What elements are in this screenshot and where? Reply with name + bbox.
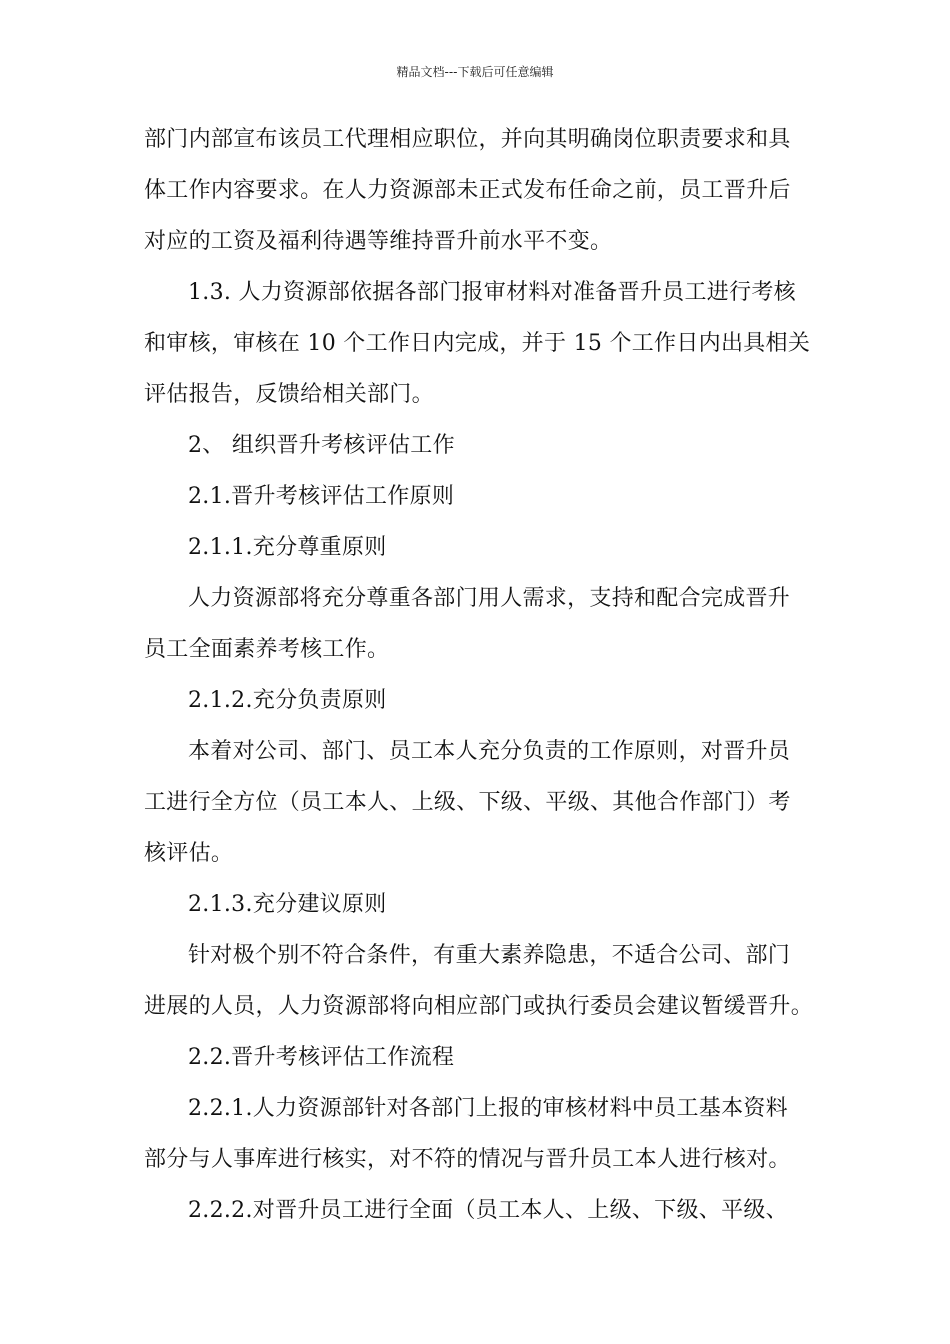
section-heading: 2、 组织晋升考核评估工作: [188, 433, 455, 458]
paragraph-line: 评估报告，反馈给相关部门。: [144, 382, 434, 407]
section-heading: 2.2.晋升考核评估工作流程: [188, 1045, 455, 1070]
paragraph-line: 2.2.2.对晋升员工进行全面（员工本人、上级、下级、平级、: [188, 1198, 788, 1223]
page-header: 精品文档---下载后可任意编辑: [396, 65, 554, 79]
paragraph-line: 对应的工资及福利待遇等维持晋升前水平不变。: [144, 229, 613, 254]
paragraph-line: 员工全面素养考核工作。: [144, 637, 390, 662]
section-heading: 2.1.1.充分尊重原则: [188, 535, 387, 560]
section-heading: 2.1.2.充分负责原则: [188, 688, 387, 713]
section-heading: 2.1.晋升考核评估工作原则: [188, 484, 455, 509]
paragraph-line: 核评估。: [144, 841, 234, 866]
paragraph-line: 和审核，审核在 10 个工作日内完成，并于 15 个工作日内出具相关: [144, 331, 811, 356]
paragraph-line: 针对极个别不符合条件，有重大素养隐患，不适合公司、部门: [188, 943, 791, 968]
paragraph-line: 进展的人员，人力资源部将向相应部门或执行委员会建议暂缓晋升。: [144, 994, 814, 1019]
paragraph-line: 人力资源部将充分尊重各部门用人需求，支持和配合完成晋升: [188, 586, 791, 611]
paragraph-line: 1.3. 人力资源部依据各部门报审材料对准备晋升员工进行考核: [188, 280, 796, 305]
paragraph-line: 2.2.1.人力资源部针对各部门上报的审核材料中员工基本资料: [188, 1096, 788, 1121]
paragraph-line: 部分与人事库进行核实，对不符的情况与晋升员工本人进行核对。: [144, 1147, 791, 1172]
section-heading: 2.1.3.充分建议原则: [188, 892, 387, 917]
paragraph-line: 体工作内容要求。在人力资源部未正式发布任命之前，员工晋升后: [144, 178, 791, 203]
paragraph-line: 部门内部宣布该员工代理相应职位，并向其明确岗位职责要求和具: [144, 127, 791, 152]
paragraph-line: 工进行全方位（员工本人、上级、下级、平级、其他合作部门）考: [144, 790, 791, 815]
paragraph-line: 本着对公司、部门、员工本人充分负责的工作原则，对晋升员: [188, 739, 791, 764]
